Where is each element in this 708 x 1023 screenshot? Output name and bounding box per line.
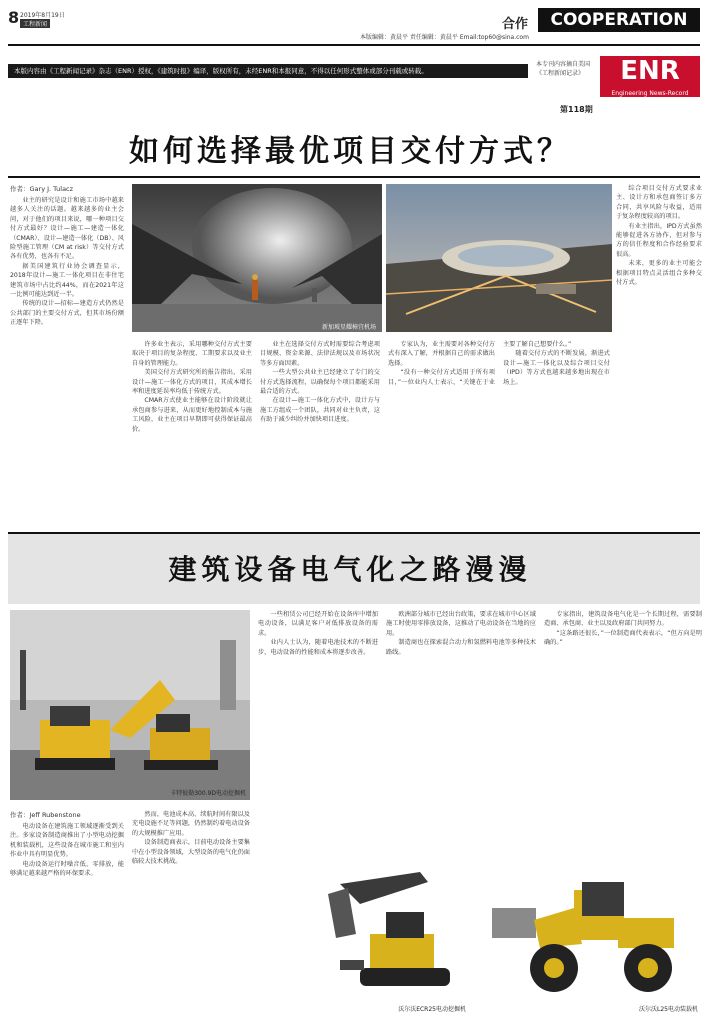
- paragraph: 美国交付方式研究所的报告指出，采用设计—施工一体化方式的项目，其成本增长率和进度延误率均低于传统方式。: [132, 369, 252, 396]
- editor-credits: 本版编辑：黄晨平 责任编辑：黄晨平 Email:top60@sina.com: [360, 34, 529, 41]
- masthead-rule: [8, 44, 700, 46]
- paragraph: 有业主指出，IPD方式虽然能够促进各方协作，但对参与方的信任程度和合作经验要求很高。: [616, 222, 702, 258]
- page-number: 8: [8, 8, 20, 27]
- paragraph: 一些大型公共业主已经建立了专门的交付方式选择流程，以确保每个项目都能采用最合适的方式。: [260, 369, 380, 396]
- issue-date: 2019年8月19日: [20, 12, 65, 19]
- article1-headline: 如何选择最优项目交付方式？: [129, 134, 571, 169]
- article2-author: 作者：Jeff Rubenstone: [10, 811, 81, 819]
- article1-photo-caption: 新加坡星耀樟宜机场: [321, 324, 376, 331]
- article1-column-3: [260, 340, 380, 526]
- paragraph: 电动设备运行时噪音低、零排放，能够满足越来越严格的环保要求。: [10, 860, 124, 878]
- article2-photo-caption-1: 卡特彼勒300.9D电动挖掘机: [170, 790, 246, 797]
- article1-column-4: [388, 340, 610, 526]
- paragraph: 许多业主表示，采用哪种交付方式主要取决于项目的复杂程度、工期要求以及业主自身的管理能力。: [132, 341, 252, 367]
- article1-photo-rain-vortex: [132, 184, 382, 332]
- paragraph: “这条路还很长，”一位制造商代表表示，“但方向是明确的。”: [544, 629, 702, 647]
- paragraph: 业主的研究是设计和施工市场中越来越多人关注的话题。越来越多的业主会问，对于他们的项目来说，哪一种项目交付方式最好？设计—施工—建造一体化（CMAR）、设计—建造一体化（DB）、风险型施工管理（CM at risk）等交付方式各有优势，也各有不足。: [10, 197, 124, 261]
- article2-column-4: [386, 610, 536, 860]
- article2-photo-cat-excavators: [10, 610, 250, 800]
- article2-column-3: [258, 610, 378, 860]
- paragraph: “没有一种交付方式适用于所有项目，”一位业内人士表示，“关键在于业主要了解自己想要什么。”: [388, 341, 572, 386]
- article2-photo-volvo-excavator: [300, 864, 470, 1006]
- enr-logo-subtitle: Engineering News-Record: [600, 90, 700, 97]
- article1-column-1: [10, 196, 124, 526]
- article2-photo-caption-3: 沃尔沃L25电动装载机: [639, 1006, 698, 1013]
- article2-column-5: [544, 610, 702, 860]
- copyright-notice: 本版内容由《工程新闻记录》杂志（ENR）授权，《建筑时报》编译，版权所有，未经ENR和本报同意，不得以任何形式整体或部分刊载或转载。: [8, 64, 528, 78]
- article2-photo-volvo-loader: [478, 864, 700, 1006]
- paragraph: 制造商也在探索混合动力和氢燃料电池等多种技术路线。: [386, 639, 536, 656]
- paragraph: 随着交付方式的不断发展，渐进式设计—施工一体化以及综合项目交付（IPD）等方式也越来越多地出现在市场上。: [503, 350, 610, 386]
- issue-number: 第118期: [560, 105, 593, 114]
- paragraph: 传统的设计—招标—建造方式仍然是公共部门的主要交付方式，但其市场份额正逐年下降。: [10, 300, 124, 327]
- paragraph: 专家认为，业主需要对各种交付方式有深入了解，并根据自己的需求做出选择。: [388, 341, 495, 367]
- article2-column-2: [132, 810, 250, 1018]
- section-title-cn: 合作: [502, 17, 529, 32]
- paragraph: 然而，电池成本高、续航时间有限以及充电设施不足等问题，仍然制约着电动设备的大规模推广应用。: [132, 811, 250, 837]
- article2-headline: 建筑设备电气化之路漫漫: [168, 553, 532, 586]
- paragraph: 业主在选择交付方式时需要综合考虑项目规模、资金来源、法律法规以及市场状况等多方面因素。: [260, 341, 380, 367]
- article2-photo-caption-2: 沃尔沃ECR25电动挖掘机: [398, 1006, 466, 1013]
- paragraph: 据美国建筑行业协会调查显示，2018年设计—施工一体化项目在非住宅建筑市场中占比约44%，而在2021年这一比例可能达到近一半。: [10, 262, 124, 299]
- paragraph: 专家指出，建筑设备电气化是一个长期过程，需要制造商、承包商、业主以及政府部门共同努力。: [544, 611, 702, 628]
- headline-rule: [8, 176, 700, 178]
- enr-logo: ENR: [600, 56, 700, 90]
- article1-column-5: [616, 184, 702, 526]
- paragraph: 一些租赁公司已经开始在设备库中增加电动设备，以满足客户对低排放设备的需求。: [258, 611, 378, 637]
- publication-tag: 工程新闻: [20, 19, 50, 28]
- paragraph: 综合项目交付方式要求业主、设计方和承包商签订多方合同，共享风险与收益，适用于复杂程度较高的项目。: [616, 185, 702, 221]
- article1-photo-airport: [386, 184, 612, 332]
- paragraph: 欧洲部分城市已经出台政策，要求在城市中心区域施工时使用零排放设备，这推动了电动设备在当地的应用。: [386, 611, 536, 637]
- paragraph: 电动设备在建筑施工领域逐渐受到关注。多家设备制造商推出了小型电动挖掘机和装载机，这些设备在城市施工和室内作业中具有明显优势。: [10, 823, 124, 859]
- paragraph: 在设计—施工一体化方式中，设计方与施工方组成一个团队，共同对业主负责，这有助于减少纠纷并加快项目进度。: [260, 397, 380, 424]
- article1-author: 作者：Gary J. Tulacz: [10, 185, 74, 193]
- enr-source-note: 本专刊内容摘自美国《工程新闻记录》: [536, 61, 591, 77]
- paragraph: CMAR方式使业主能够在设计阶段就让承包商参与进来，从而更好地控制成本与施工风险，业主在项目早期即可获得保证最高价。: [132, 397, 252, 433]
- article2-column-1: [10, 822, 124, 1018]
- paragraph: 业内人士认为，随着电池技术的不断进步，电动设备的性能和成本将逐步改善。: [258, 639, 378, 656]
- article1-column-2: [132, 340, 252, 526]
- paragraph: 设备制造商表示，目前电动设备主要集中在小型设备领域，大型设备的电气化仍面临较大技术挑战。: [132, 839, 250, 866]
- paragraph: 未来，更多的业主可能会根据项目特点灵活组合多种交付方式。: [616, 260, 702, 287]
- section-title-en: COOPERATION: [538, 8, 700, 32]
